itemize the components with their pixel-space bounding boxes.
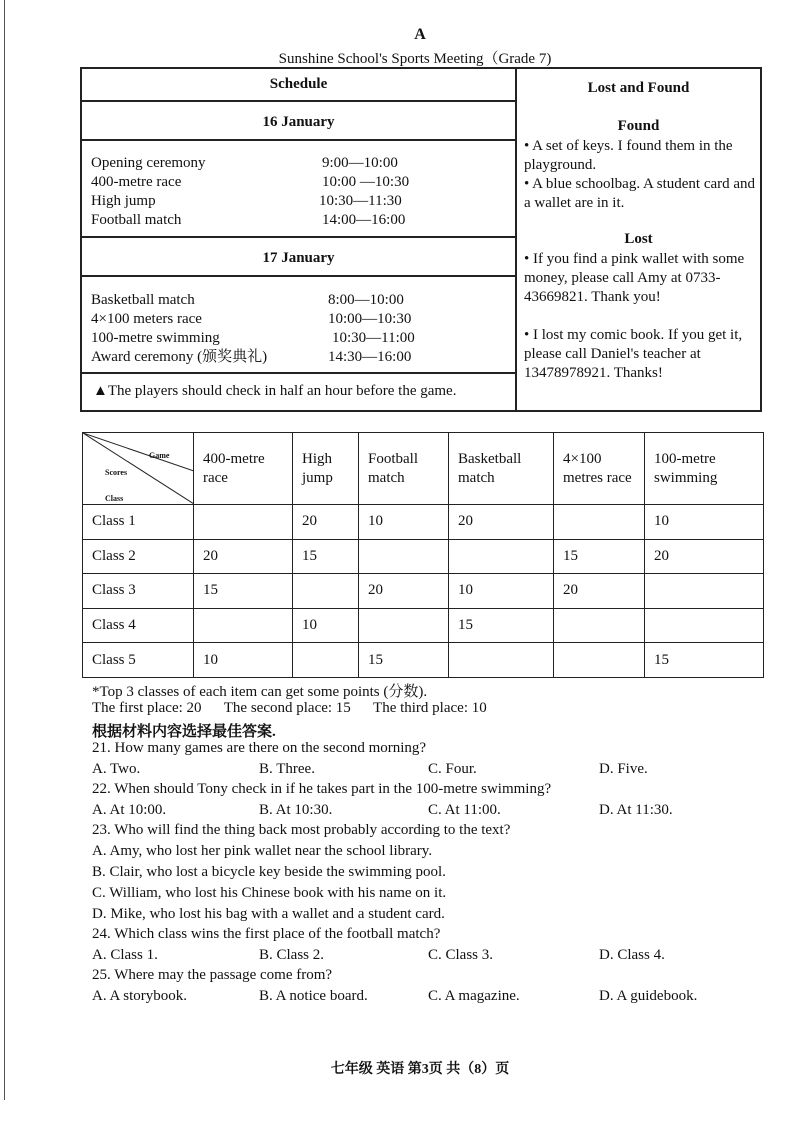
rule <box>82 139 515 141</box>
column-header: 4×100 metres race <box>554 433 645 505</box>
score-cell <box>449 539 554 574</box>
table-row <box>83 539 764 574</box>
schedule-box <box>80 67 762 412</box>
score-cell: 15 <box>645 643 764 678</box>
event-name: 100-metre swimming <box>91 330 220 346</box>
option: D. Class 4. <box>599 947 665 963</box>
option: C. Four. <box>428 761 477 777</box>
score-cell: 15 <box>293 539 359 574</box>
score-cell <box>359 539 449 574</box>
column-header: High jump <box>293 433 359 505</box>
option: A. Amy, who lost her pink wallet near the school library. <box>92 843 433 859</box>
class-cell: Class 3 <box>83 574 194 609</box>
question-21: 21. How many games are there on the second morning? <box>92 740 427 756</box>
question-22: 22. When should Tony check in if he takes part in the 100-metre swimming? <box>92 781 552 797</box>
corner-class-label: Class <box>105 494 124 503</box>
score-cell: 15 <box>449 608 554 643</box>
score-cell: 20 <box>449 505 554 540</box>
class-cell: Class 4 <box>83 608 194 643</box>
score-cell: 10 <box>449 574 554 609</box>
option: C. William, who lost his Chinese book with his name on it. <box>92 885 447 901</box>
score-cell <box>293 643 359 678</box>
corner-game-label: Game <box>149 451 170 460</box>
diagonal-lines <box>83 433 194 504</box>
rule <box>82 372 515 374</box>
score-cell: 15 <box>194 574 293 609</box>
event-name: Opening ceremony <box>91 155 206 171</box>
score-cell: 10 <box>293 608 359 643</box>
event-name: 4×100 meters race <box>91 311 202 327</box>
option: B. Class 2. <box>259 947 325 963</box>
event-name: Basketball match <box>91 292 195 308</box>
option: D. A guidebook. <box>599 988 698 1004</box>
option: C. A magazine. <box>428 988 520 1004</box>
places-line: The first place: 20 The second place: 15 The third place: 10 <box>92 700 487 716</box>
event-time: 14:00—16:00 <box>322 212 406 228</box>
event-time: 8:00—10:00 <box>328 292 404 308</box>
question-24: 24. Which class wins the first place of the football match? <box>92 926 441 942</box>
class-cell: Class 1 <box>83 505 194 540</box>
scores-table <box>82 432 764 678</box>
rule <box>82 275 515 277</box>
column-header: Football match <box>359 433 449 505</box>
option: D. Mike, who lost his bag with a wallet and a student card. <box>92 906 445 922</box>
score-cell <box>645 574 764 609</box>
score-cell <box>293 574 359 609</box>
score-cell <box>449 643 554 678</box>
event-time: 10:00—10:30 <box>328 311 412 327</box>
score-cell <box>554 608 645 643</box>
table-row <box>83 574 764 609</box>
score-cell <box>554 643 645 678</box>
rule <box>82 100 515 102</box>
found-heading: Found <box>617 118 660 134</box>
page-title: Sunshine School's Sports Meeting（Grade 7) <box>278 51 552 67</box>
score-cell <box>554 505 645 540</box>
score-cell: 15 <box>359 643 449 678</box>
option: B. Three. <box>259 761 315 777</box>
score-cell: 10 <box>359 505 449 540</box>
score-cell <box>194 505 293 540</box>
lost-found-title: Lost and Found <box>587 80 690 96</box>
scan-edge-line <box>4 0 5 1100</box>
score-cell: 20 <box>194 539 293 574</box>
page-footer: 七年级 英语 第3页 共（8）页 <box>330 1062 510 1077</box>
schedule-header: Schedule <box>269 76 328 92</box>
score-cell <box>359 608 449 643</box>
lost-item: • I lost my comic book. If you get it, please call Daniel's teacher at 13478978921. Thanks! <box>524 327 743 381</box>
option: B. Clair, who lost a bicycle key beside the swimming pool. <box>92 864 446 880</box>
score-cell: 20 <box>645 539 764 574</box>
score-cell: 20 <box>293 505 359 540</box>
score-cell: 10 <box>194 643 293 678</box>
rule <box>82 236 515 238</box>
day2-date: 17 January <box>262 250 335 266</box>
column-header: 400-metre race <box>194 433 293 505</box>
event-time: 10:30—11:00 <box>332 330 415 346</box>
score-cell: 10 <box>645 505 764 540</box>
event-time: 14:30—16:00 <box>328 349 412 365</box>
event-time: 10:00 —10:30 <box>322 174 410 190</box>
option: C. Class 3. <box>428 947 494 963</box>
found-item: • A blue schoolbag. A student card and a wallet are in it. <box>524 176 756 211</box>
option: A. At 10:00. <box>92 802 167 818</box>
option: D. At 11:30. <box>599 802 673 818</box>
question-23: 23. Who will find the thing back most probably according to the text? <box>92 822 511 838</box>
event-name: 400-metre race <box>91 174 182 190</box>
score-cell <box>194 608 293 643</box>
event-name: Football match <box>91 212 182 228</box>
score-cell: 20 <box>359 574 449 609</box>
section-letter: A <box>414 26 426 43</box>
event-time: 10:30—11:30 <box>319 193 402 209</box>
score-cell: 15 <box>554 539 645 574</box>
option: D. Five. <box>599 761 648 777</box>
corner-scores-label: Scores <box>105 468 128 477</box>
instruction: 根据材料内容选择最佳答案. <box>92 724 276 740</box>
class-cell: Class 5 <box>83 643 194 678</box>
class-cell: Class 2 <box>83 539 194 574</box>
column-header: 100-metre swimming <box>645 433 764 505</box>
column-header: Basketball match <box>449 433 554 505</box>
option: A. Class 1. <box>92 947 158 963</box>
found-item: • A set of keys. I found them in the playground. <box>524 138 733 173</box>
option: B. At 10:30. <box>259 802 333 818</box>
event-name: High jump <box>91 193 156 209</box>
question-25: 25. Where may the passage come from? <box>92 967 333 983</box>
table-row <box>83 505 764 540</box>
points-note: *Top 3 classes of each item can get some points (分数). <box>92 684 428 700</box>
corner-header <box>83 433 194 505</box>
option: A. Two. <box>92 761 141 777</box>
table-row <box>83 608 764 643</box>
lost-item: • If you find a pink wallet with some money, please call Amy at 0733-43669821. Thank you! <box>524 251 745 305</box>
option: A. A storybook. <box>92 988 188 1004</box>
table-row <box>83 643 764 678</box>
check-in-note: ▲The players should check in half an hour before the game. <box>93 383 457 399</box>
option: C. At 11:00. <box>428 802 501 818</box>
event-name: Award ceremony (颁奖典礼) <box>91 349 268 365</box>
event-time: 9:00—10:00 <box>322 155 398 171</box>
score-cell <box>645 608 764 643</box>
day1-date: 16 January <box>262 114 335 130</box>
option: B. A notice board. <box>259 988 368 1004</box>
score-cell: 20 <box>554 574 645 609</box>
lost-heading: Lost <box>624 231 653 247</box>
